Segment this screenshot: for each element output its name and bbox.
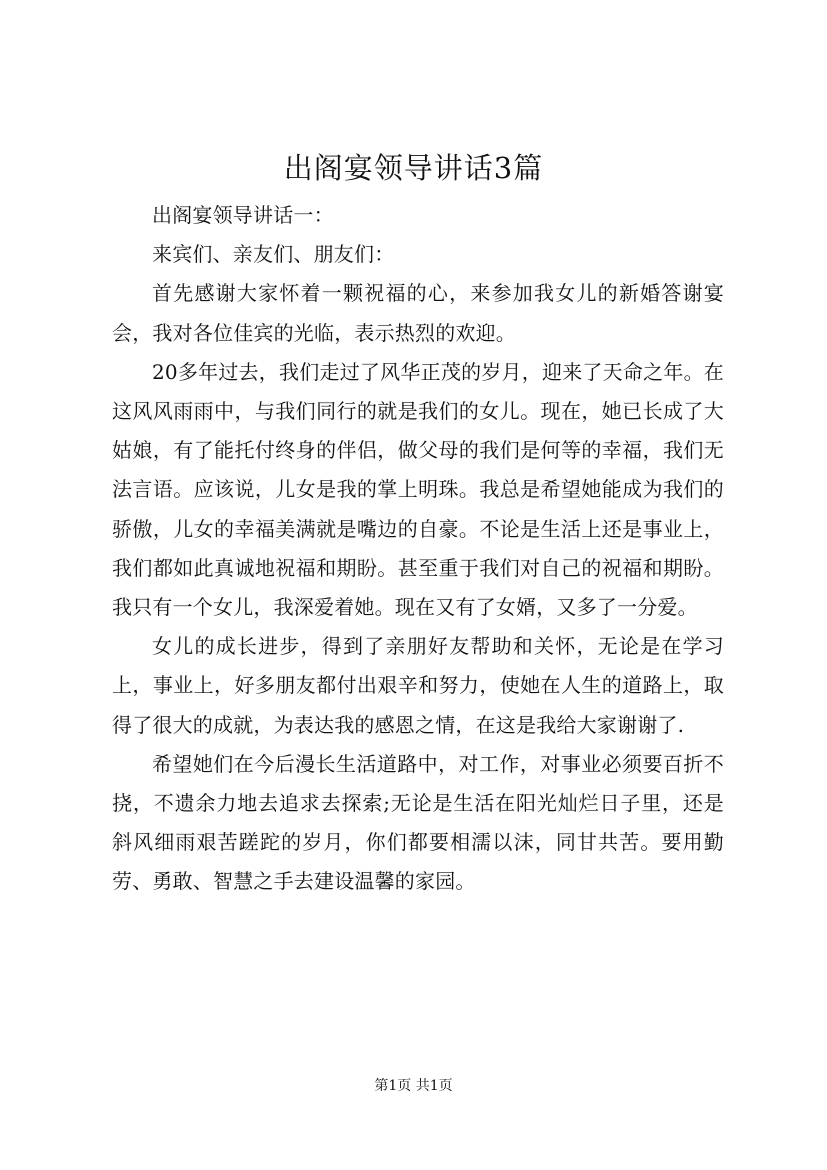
- paragraph-gratitude: 女儿的成长进步，得到了亲朋好友帮助和关怀，无论是在学习上，事业上，好多朋友都付出艰辛和努力，使她在人生的道路上，取得了很大的成就，为表达我的感恩之情，在这是我给大家谢谢了.: [112, 634, 724, 737]
- paragraph-years: 20多年过去，我们走过了风华正茂的岁月，迎来了天命之年。在这风风雨雨中，与我们同行的就是我们的女儿。现在，她已长成了大姑娘，有了能托付终身的伴侣，做父母的我们是何等的幸福，我们无法言语。应该说，儿女是我的掌上明珠。我总是希望她能成为我们的骄傲，儿女的幸福美满就是嘴边的自豪。不论是生活上还是事业上，我们都如此真诚地祝福和期盼。甚至重于我们对自己的祝福和期盼。我只有一个女儿，我深爱着她。现在又有了女婿，又多了一分爱。: [112, 359, 724, 620]
- paragraph-heading: 出阁宴领导讲话一：: [152, 203, 334, 227]
- document-title: 出阁宴领导讲话3篇: [283, 151, 544, 185]
- paragraph-welcome: 首先感谢大家怀着一颗祝福的心，来参加我女儿的新婚答谢宴会，我对各位佳宾的光临，表示热烈的欢迎。: [112, 281, 724, 345]
- document-body: [112, 196, 724, 902]
- paragraph-salutation: 来宾们、亲友们、朋友们：: [152, 242, 395, 267]
- page-footer: 第1页 共1页: [374, 1078, 453, 1094]
- paragraph-wishes: 希望她们在今后漫长生活道路中，对工作，对事业必须要百折不挠，不遗余力地去追求去探索;无论是生活在阳光灿烂日子里，还是斜风细雨艰苦蹉跎的岁月，你们都要相濡以沫，同甘共苦。要用勤劳、勇敢、智慧之手去建设温馨的家园。: [112, 751, 724, 894]
